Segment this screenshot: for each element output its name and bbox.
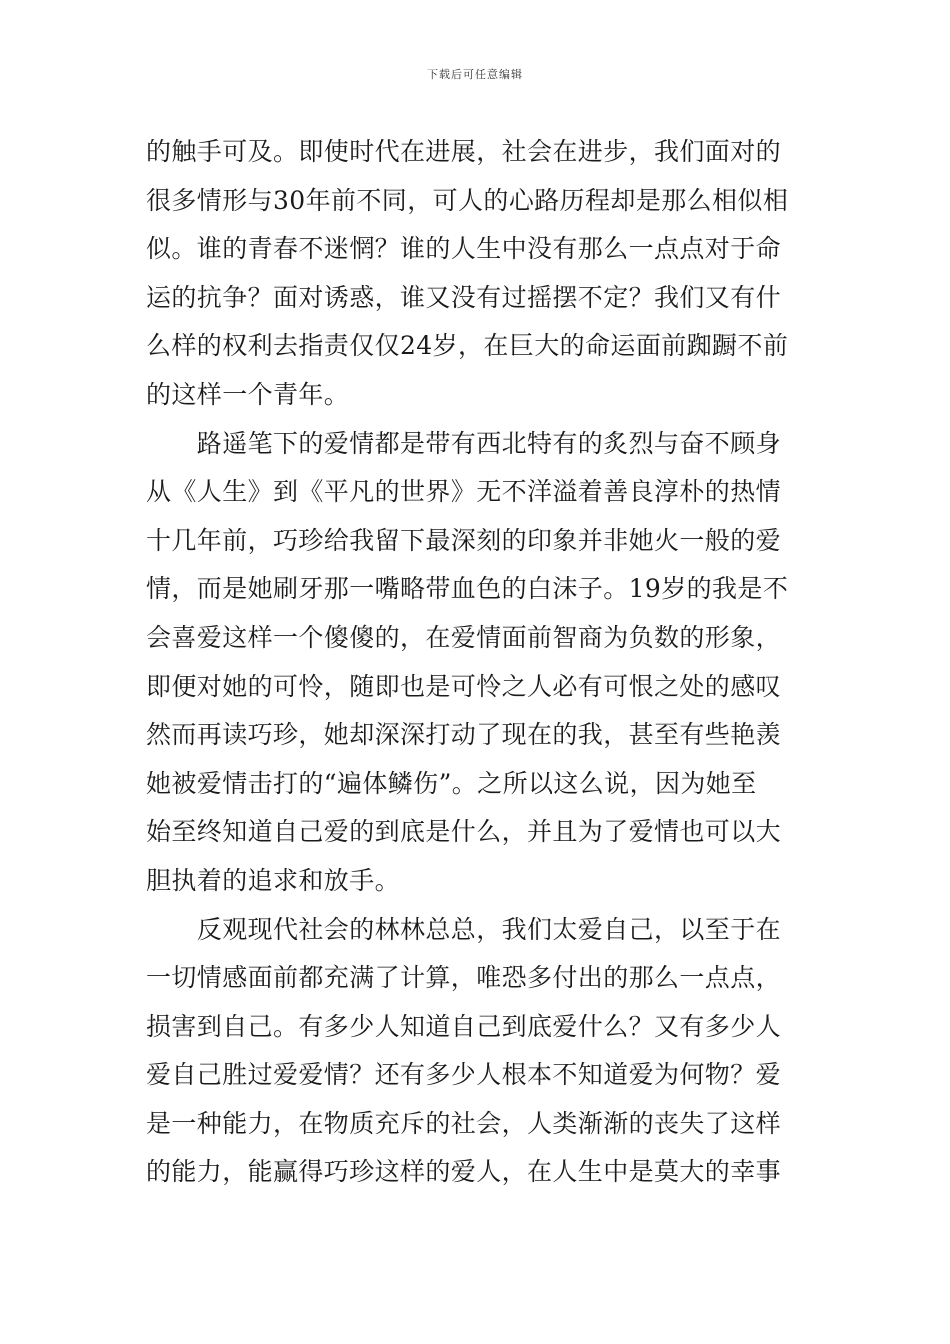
- text-line: 爱自己胜过爱爱情？还有多少人根本不知道爱为何物？爱: [146, 1060, 782, 1090]
- text-line: 即便对她的可怜，随即也是可怜之人必有可恨之处的感叹: [146, 671, 782, 701]
- text-line: 一切情感面前都充满了计算，唯恐多付出的那么一点点，: [146, 963, 782, 993]
- text-line: 的触手可及。即使时代在进展，社会在进步，我们面对的: [146, 137, 782, 166]
- text-line: 始至终知道自己爱的到底是什么，并且为了爱情也可以大: [146, 817, 782, 847]
- document-body: [146, 128, 816, 1197]
- text-line: 情，而是她刷牙那一嘴略带血色的白沫子。19岁的我是不: [146, 574, 789, 604]
- text-line: 胆执着的追求和放手。: [146, 865, 401, 895]
- text-line: 损害到自己。有多少人知道自己到底爱什么？又有多少人: [146, 1011, 782, 1041]
- text-line: 很多情形与30年前不同，可人的心路历程却是那么相似相: [146, 185, 789, 215]
- text-line: 么样的权利去指责仅仅24岁，在巨大的命运面前踟蹰不前: [146, 331, 789, 361]
- text-line: 的能力，能赢得巧珍这样的爱人，在人生中是莫大的幸事: [146, 1157, 782, 1187]
- text-line: 的这样一个青年。: [146, 379, 350, 409]
- text-line: 会喜爱这样一个傻傻的，在爱情面前智商为负数的形象，: [146, 622, 782, 652]
- text-line: 是一种能力，在物质充斥的社会，人类渐渐的丧失了这样: [146, 1108, 782, 1138]
- paragraph-3: [146, 906, 816, 1198]
- text-line: 然而再读巧珍，她却深深打动了现在的我，甚至有些艳羡: [146, 720, 782, 750]
- text-line: 她被爱情击打的“遍体鳞伤”。之所以这么说，因为她至: [146, 768, 757, 798]
- text-line: 从《人生》到《平凡的世界》无不洋溢着善良淳朴的热情: [146, 477, 782, 507]
- paragraph-1: [146, 128, 816, 420]
- paragraph-2: [146, 420, 816, 906]
- text-line: 运的抗争？面对诱惑，谁又没有过摇摆不定？我们又有什: [146, 282, 782, 312]
- page-header: 下载后可任意编辑: [427, 68, 523, 81]
- text-line: 似。谁的青春不迷惘？谁的人生中没有那么一点点对于命: [146, 234, 782, 264]
- text-line: 反观现代社会的林林总总，我们太爱自己，以至于在: [146, 914, 782, 944]
- text-line: 十几年前，巧珍给我留下最深刻的印象并非她火一般的爱: [146, 525, 782, 555]
- text-line: 路遥笔下的爱情都是带有西北特有的炙烈与奋不顾身: [146, 428, 782, 458]
